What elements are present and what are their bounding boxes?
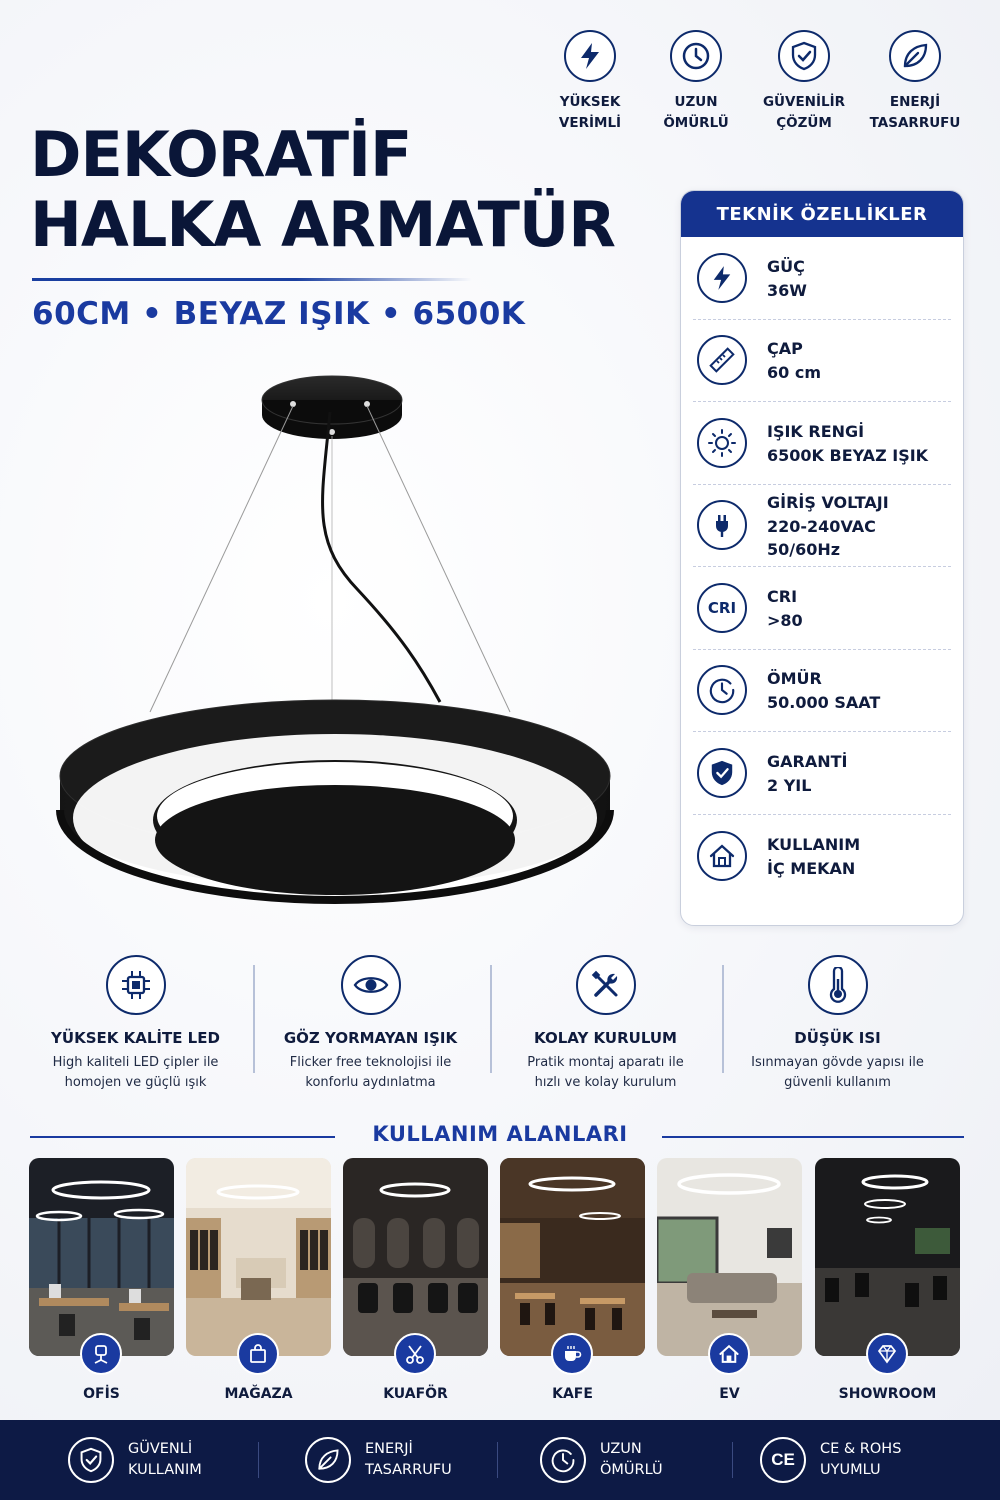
clock-icon (697, 665, 747, 715)
footer-safe-use (68, 1420, 202, 1500)
spec-value: 50.000 SAAT (767, 693, 881, 713)
spec-row-diameter (693, 320, 951, 403)
usage-label: OFİS (83, 1386, 120, 1402)
spec-row-light-color (693, 402, 951, 485)
spec-row-power (693, 237, 951, 320)
spec-value: 2 YIL (767, 775, 812, 795)
sun-icon (697, 418, 747, 468)
leaf-icon (889, 30, 941, 82)
footer-label: CE & ROHS UYUMLU (820, 1441, 902, 1478)
shopping-bag-icon (237, 1333, 279, 1375)
badge-energy-saving (860, 30, 970, 134)
lightning-icon (697, 253, 747, 303)
badge-label: ENERJİ TASARRUFU (869, 94, 961, 131)
specs-header: TEKNİK ÖZELLİKLER (681, 191, 963, 237)
badge-label: GÜVENİLİR ÇÖZÜM (762, 94, 846, 131)
badge-high-efficiency (535, 30, 645, 134)
cri-icon: CRI (697, 583, 747, 633)
ruler-icon (697, 335, 747, 385)
usage-photo-salon (343, 1158, 488, 1356)
leaf-icon (305, 1437, 351, 1483)
desk-chair-icon (80, 1333, 122, 1375)
footer-label: UZUN ÖMÜRLÜ (600, 1441, 663, 1478)
house-icon (708, 1333, 750, 1375)
spec-value: 60 cm (767, 363, 821, 383)
thermometer-icon (808, 955, 868, 1015)
usage-label: KAFE (552, 1386, 593, 1402)
feature-low-heat (720, 955, 955, 1093)
feature-description: High kaliteli LED çipler ile homojen ve güçlü ışık (52, 1055, 219, 1090)
badge-reliable-solution (749, 30, 859, 134)
feature-title: YÜKSEK KALİTE LED (51, 1029, 220, 1047)
shield-check-icon (697, 748, 747, 798)
usage-photo-office (29, 1158, 174, 1356)
technical-specs-card (680, 190, 964, 926)
clock-icon (540, 1437, 586, 1483)
tools-icon (576, 955, 636, 1015)
footer-energy-saving (305, 1420, 452, 1500)
spec-value: İÇ MEKAN (767, 858, 856, 878)
badge-label: YÜKSEK VERİMLİ (558, 94, 622, 131)
spec-label: GÜÇ (767, 256, 805, 276)
feature-title: DÜŞÜK ISI (794, 1029, 881, 1047)
spec-value: >80 (767, 610, 803, 630)
spec-label: ÇAP (767, 339, 803, 359)
usage-photo-showroom (815, 1158, 960, 1356)
plug-icon (697, 500, 747, 550)
shield-check-icon (68, 1437, 114, 1483)
spec-label: GİRİŞ VOLTAJI (767, 492, 889, 512)
product-subtitle: 60CM • BEYAZ IŞIK • 6500K (32, 296, 526, 332)
feature-description: Isınmayan gövde yapısı ile güvenli kullanım (751, 1055, 924, 1090)
house-icon (697, 831, 747, 881)
usage-section-title: KULLANIM ALANLARI (372, 1122, 628, 1146)
coffee-cup-icon (551, 1333, 593, 1375)
feature-description: Flicker free teknolojisi ile konforlu aydınlatma (289, 1055, 452, 1090)
spec-row-input-voltage (693, 485, 951, 568)
usage-photo-store (186, 1158, 331, 1356)
shield-check-icon (778, 30, 830, 82)
footer-divider (732, 1442, 733, 1478)
badge-label: UZUN ÖMÜRLÜ (663, 94, 729, 131)
product-title: DEKORATİF HALKA ARMATÜR (30, 118, 615, 261)
footer-label: GÜVENLİ KULLANIM (128, 1441, 202, 1478)
chip-icon (106, 955, 166, 1015)
ring-lamp-image (40, 340, 640, 940)
badge-long-life (641, 30, 751, 134)
eye-icon (341, 955, 401, 1015)
footer-bar (0, 1420, 1000, 1500)
feature-title: GÖZ YORMAYAN IŞIK (283, 1029, 458, 1047)
spec-row-usage (693, 815, 951, 898)
feature-high-quality-led (18, 955, 253, 1093)
lightning-icon (564, 30, 616, 82)
usage-photo-cafe (500, 1158, 645, 1356)
clock-icon (670, 30, 722, 82)
spec-label: KULLANIM (767, 834, 861, 854)
spec-row-lifetime (693, 650, 951, 733)
feature-eye-friendly (253, 955, 488, 1093)
feature-easy-install (488, 955, 723, 1093)
spec-label: GARANTİ (767, 751, 848, 771)
footer-divider (497, 1442, 498, 1478)
usage-label: MAĞAZA (224, 1386, 293, 1402)
spec-row-warranty (693, 732, 951, 815)
diamond-icon (866, 1333, 908, 1375)
spec-row-cri (693, 567, 951, 650)
spec-label: ÖMÜR (767, 669, 822, 689)
spec-label: IŞIK RENGİ (767, 421, 865, 441)
feature-title: KOLAY KURULUM (534, 1029, 677, 1047)
usage-photo-home (657, 1158, 802, 1356)
spec-value: 36W (767, 280, 807, 300)
spec-label: CRI (767, 586, 798, 606)
ce-mark-icon: CE (760, 1437, 806, 1483)
footer-label: ENERJİ TASARRUFU (365, 1441, 452, 1478)
usage-label: SHOWROOM (838, 1386, 937, 1402)
feature-description: Pratik montaj aparatı ile hızlı ve kolay kurulum (527, 1055, 684, 1090)
usage-label: EV (719, 1386, 740, 1402)
footer-long-life (540, 1420, 663, 1500)
spec-value: 220-240VAC 50/60Hz (767, 516, 876, 559)
footer-divider (258, 1442, 259, 1478)
title-divider (32, 278, 472, 281)
spec-value: 6500K BEYAZ IŞIK (767, 445, 929, 465)
footer-ce-rohs (760, 1420, 901, 1500)
usage-label: KUAFÖR (383, 1386, 448, 1402)
scissors-icon (394, 1333, 436, 1375)
